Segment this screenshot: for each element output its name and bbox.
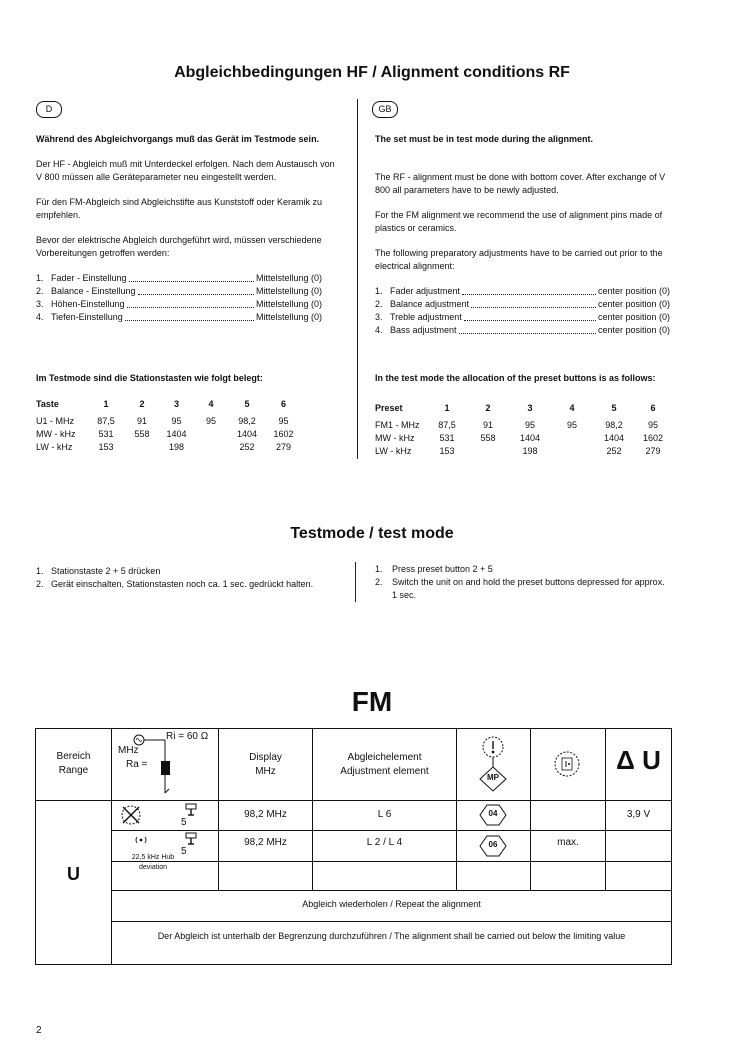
de-paragraph-1: Der HF - Abgleich muß mit Unterdeckel erfolgen. Nach dem Austausch von V 800 müssen alle Geräteparameter neu eingestellt werden. (36, 159, 335, 182)
table-row: MW - kHz 531 558 1404 1404 1602 (36, 428, 294, 439)
fm-title: FM (351, 686, 393, 717)
list-item: 3. Treble adjustment center position (0) (375, 312, 670, 322)
de-preset-heading: Im Testmode sind die Stationstasten wie folgt belegt: (36, 373, 263, 383)
table-header-row: Taste 1 2 3 4 5 6 (36, 398, 286, 409)
de-paragraph-2: Für den FM-Abgleich sind Abgleichstifte aus Kunststoff oder Keramik zu empfehlen. (36, 197, 322, 220)
mp-label: MP (487, 773, 499, 782)
gb-paragraph-2: For the FM alignment we recommend the use of alignment pins made of plastics or ceramics. (375, 210, 663, 233)
adjustment-element: L 2 / L 4 (366, 837, 403, 848)
table-row: FM1 - MHz 87,5 91 95 95 98,2 95 (375, 419, 658, 430)
list-item: 2. Balance - Einstellung Mittelstellung (0) (36, 286, 322, 296)
gb-preset-table (375, 401, 671, 457)
adjustment-element-header: Abgleichelement Adjustment element (340, 752, 429, 777)
ri-label: Ri = 60 Ω (166, 731, 209, 742)
preset-number: 5 (181, 846, 187, 857)
list-item: 1. Fader adjustment center position (0) (375, 286, 670, 296)
gb-paragraph-3: The following preparatory adjustments have to be carried out prior to the electrical alignment: (375, 248, 663, 271)
de-testmode-steps (36, 565, 351, 591)
de-adjustment-list (36, 272, 322, 324)
gb-preset-heading: In the test mode the allocation of the preset buttons is as follows: (375, 373, 656, 383)
crossed-antenna-icon (119, 803, 143, 832)
display-value: 98,2 MHz (244, 809, 287, 820)
gb-paragraph-1: The RF - alignment must be done with bottom cover. After exchange of V 800 all parameters have to be newly adjusted. (375, 172, 666, 195)
display-value: 98,2 MHz (244, 837, 287, 848)
test-point-label: 06 (488, 840, 498, 849)
table-row: U1 - MHz 87,5 91 95 95 98,2 95 (36, 415, 289, 426)
range-header: Bereich Range (56, 751, 91, 776)
table-row: MW - kHz 531 558 1404 1404 1602 (375, 432, 664, 443)
test-point-label: 04 (488, 809, 498, 818)
antenna-signal-icon (134, 833, 148, 851)
list-item: 2. Gerät einschalten, Stationstasten noch ca. 1 sec. gedrückt halten. (36, 579, 314, 589)
repeat-alignment-note: Abgleich wiederholen / Repeat the alignment (302, 899, 481, 909)
testmode-title: Testmode / test mode (290, 525, 454, 542)
list-item: 3. Höhen-Einstellung Mittelstellung (0) (36, 299, 322, 309)
page-number: 2 (36, 1025, 42, 1036)
display-header: Display MHz (249, 752, 282, 777)
list-item: 1. Stationstaste 2 + 5 drücken (36, 566, 161, 576)
measuring-point-icon (476, 733, 510, 800)
ra-label: Ra = (126, 759, 148, 770)
list-item: 2. Switch the unit on and hold the preset buttons depressed for approx. 1 sec. (375, 577, 665, 600)
fm-alignment-table (35, 728, 672, 965)
delta-u-value: 3,9 V (626, 809, 651, 820)
de-intro: Während des Abgleichvorgangs muß das Gerät im Testmode sein. (36, 134, 320, 144)
adjustment-element: L 6 (377, 809, 392, 820)
gb-adjustment-list (375, 285, 670, 337)
mhz-label: MHz (118, 745, 139, 756)
delta-u-header: Δ U (616, 745, 661, 775)
testmode-divider (355, 562, 356, 602)
preset-number: 5 (181, 817, 187, 828)
english-column (375, 133, 680, 337)
band-label: U (67, 864, 80, 884)
gb-testmode-steps (375, 563, 675, 602)
table-row: LW - kHz 153 198 252 279 (375, 445, 661, 456)
table-row: LW - kHz 153 198 252 279 (36, 441, 292, 452)
german-column (36, 133, 341, 324)
list-item: 4. Tiefen-Einstellung Mittelstellung (0) (36, 312, 322, 322)
de-preset-table (36, 397, 300, 453)
de-paragraph-3: Bevor der elektrische Abgleich durchgeführt wird, müssen verschiedene Vorbereitungen getroffen werden: (36, 235, 322, 258)
language-badge-gb: GB (372, 101, 398, 118)
list-item: 1. Press preset button 2 + 5 (375, 564, 493, 574)
level-value: max. (557, 837, 579, 848)
list-item: 4. Bass adjustment center position (0) (375, 325, 670, 335)
limiting-value-note: Der Abgleich ist unterhalb der Begrenzung durchzuführen / The alignment shall be carried out below the limiting value (157, 931, 626, 941)
list-item: 2. Balance adjustment center position (0) (375, 299, 670, 309)
page-title: Abgleichbedingungen HF / Alignment conditions RF (174, 64, 570, 81)
list-item: 1. Fader - Einstellung Mittelstellung (0) (36, 273, 322, 283)
language-badge-de: D (36, 101, 62, 118)
gb-intro: The set must be in test mode during the alignment. (375, 134, 594, 144)
voltmeter-icon (552, 749, 582, 784)
deviation-label: 22,5 kHz Hub deviation (131, 854, 175, 871)
column-divider (357, 99, 358, 459)
table-header-row: Preset 1 2 3 4 5 6 (375, 402, 656, 413)
